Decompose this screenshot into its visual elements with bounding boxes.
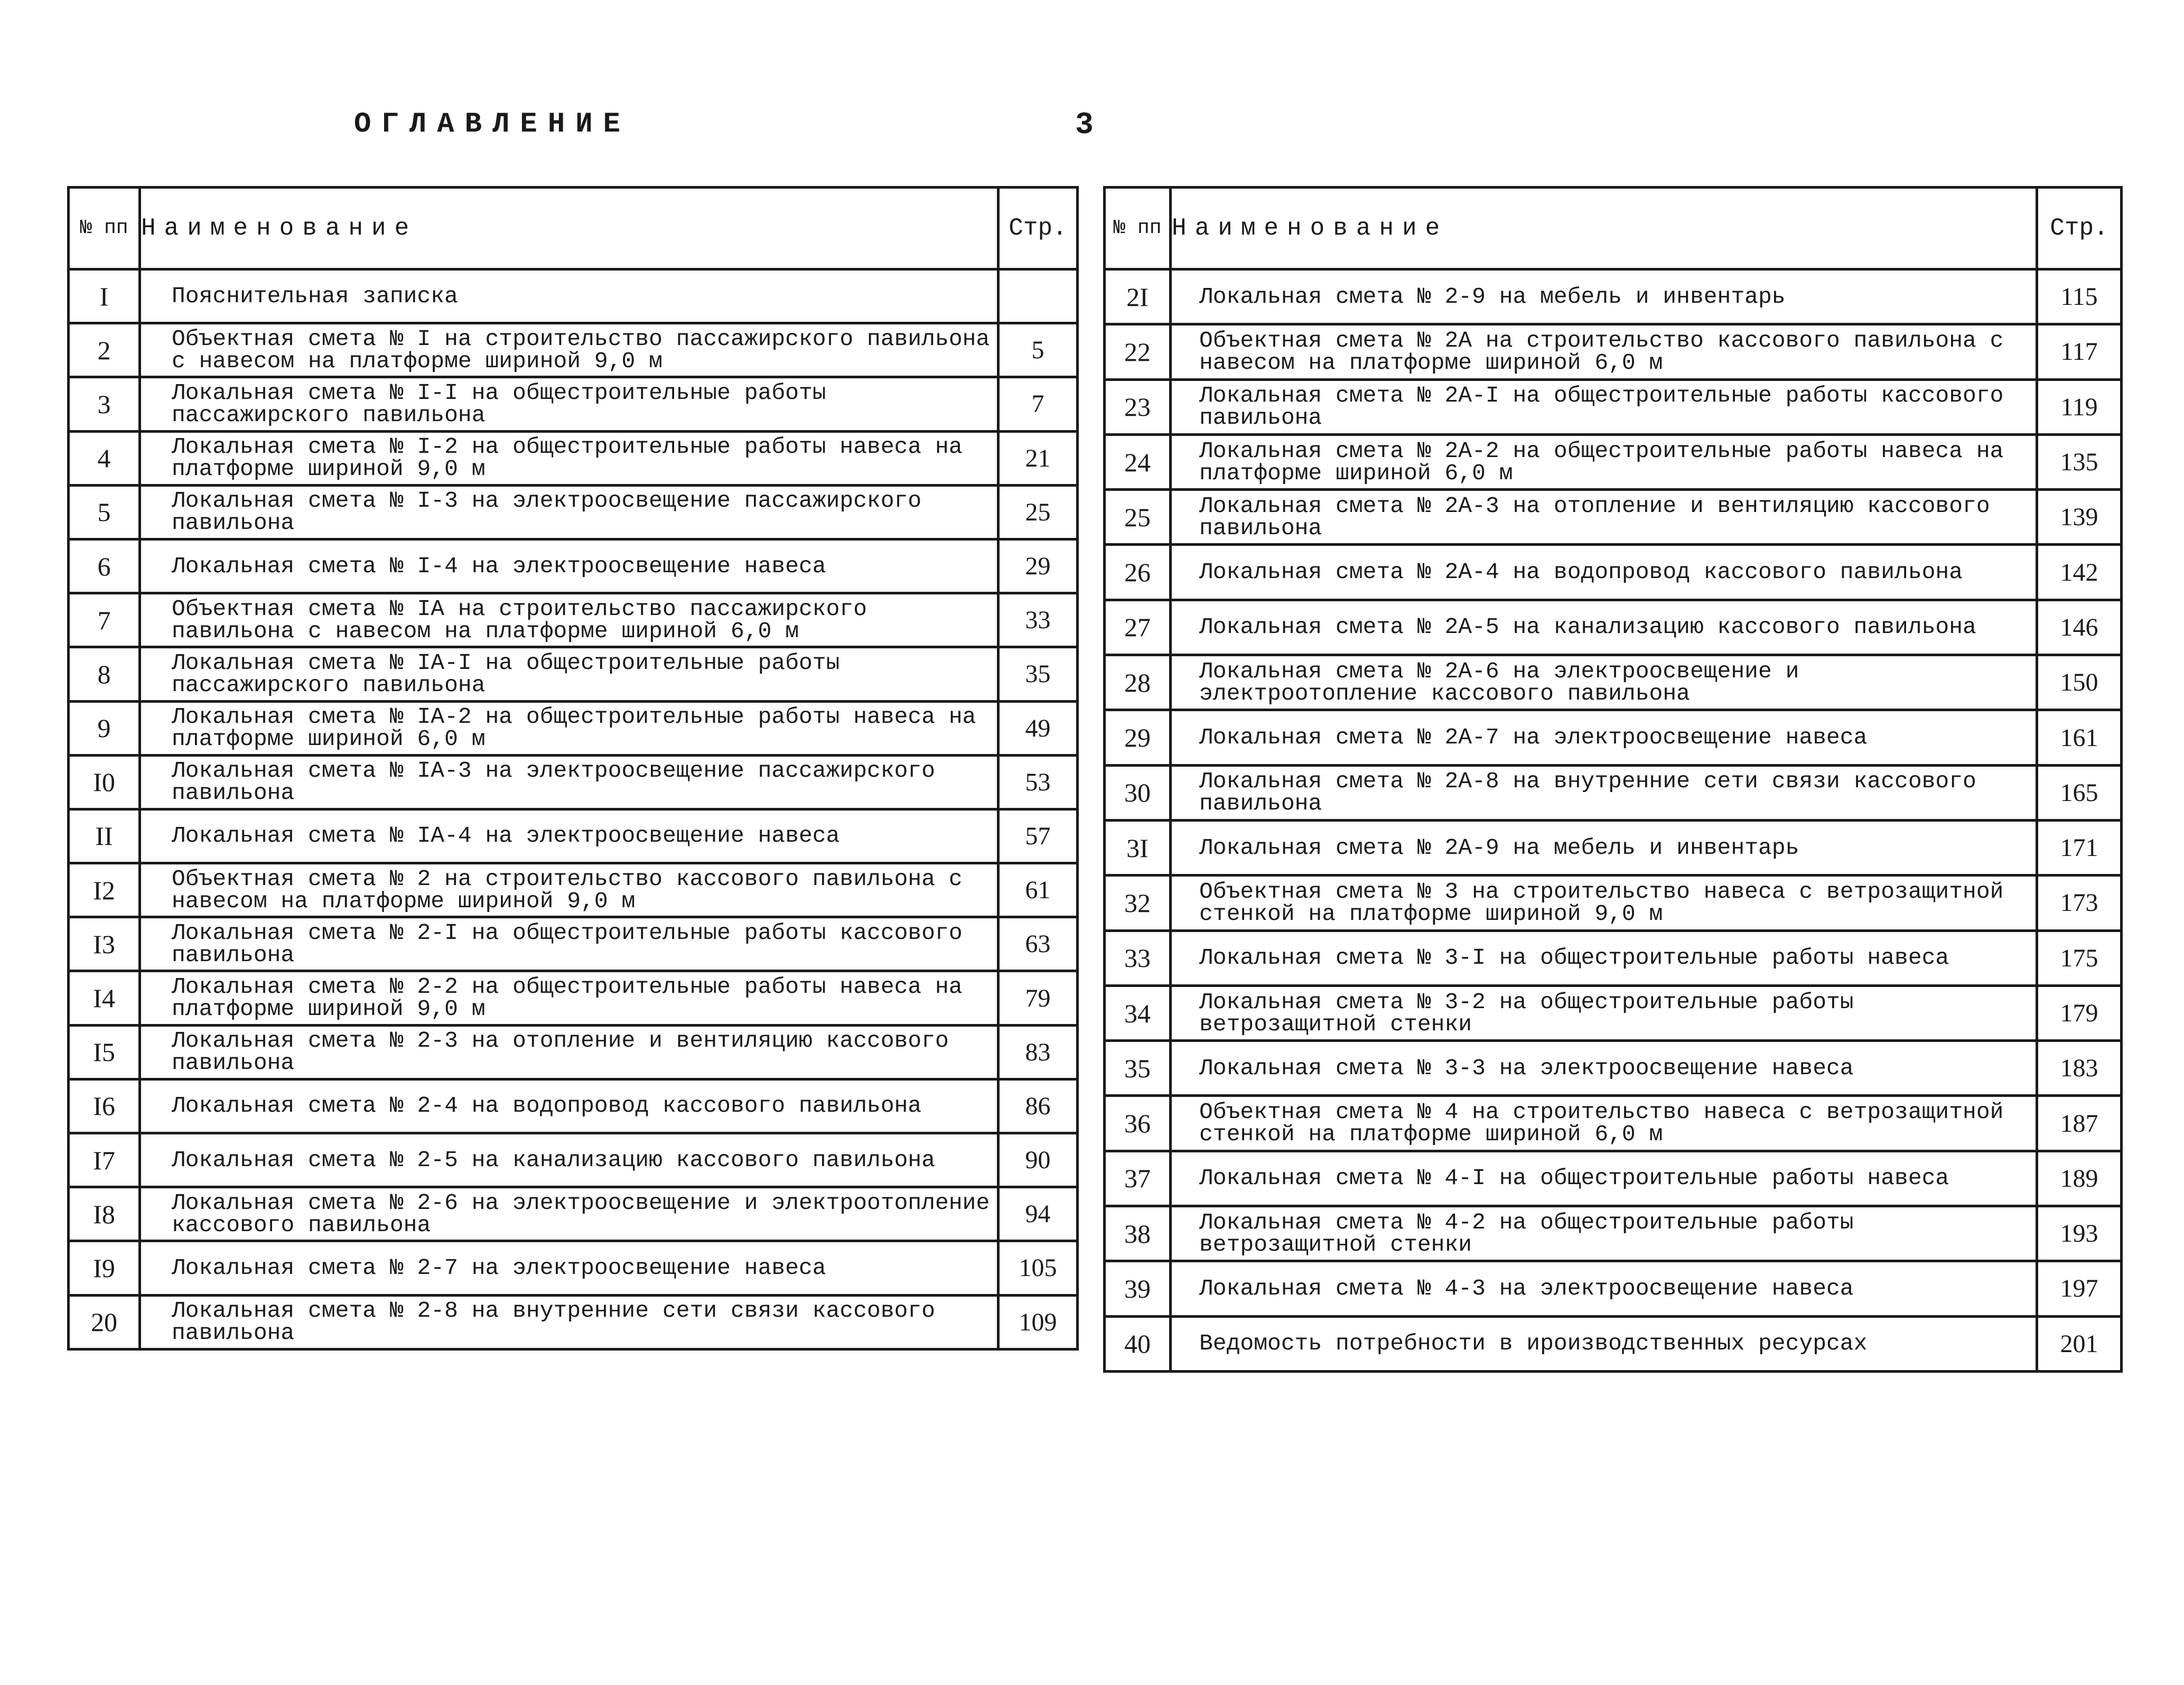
row-title: Локальная смета № 2-2 на общестроительные работы навеса на платформе шириной 9,0 м <box>140 971 998 1025</box>
row-number: 22 <box>1105 324 1171 379</box>
row-number: 37 <box>1105 1151 1171 1206</box>
row-page: 35 <box>998 647 1078 701</box>
row-title: Объектная смета № 4 на строительство навеса с ветрозащитной стенкой на платформе шириной 6,0 м <box>1171 1096 2037 1151</box>
row-number: 29 <box>1105 710 1171 765</box>
row-title: Объектная смета № I на строительство пассажирского павильона с навесом на платформе шириной 9,0 м <box>140 323 998 377</box>
table-row <box>69 755 1078 809</box>
row-title: Локальная смета № 3-2 на общестроительные работы ветрозащитной стенки <box>1171 985 2037 1040</box>
row-number: 23 <box>1105 379 1171 434</box>
table-row <box>1105 545 2122 600</box>
row-number: 26 <box>1105 545 1171 600</box>
row-number: I7 <box>69 1133 140 1187</box>
row-number: I9 <box>69 1241 140 1295</box>
row-number: 27 <box>1105 600 1171 655</box>
row-title: Локальная смета № IA-3 на электроосвещение пассажирского павильона <box>140 755 998 809</box>
row-page: 109 <box>998 1295 1078 1349</box>
row-number: 3I <box>1105 820 1171 875</box>
row-page: 115 <box>2037 269 2122 324</box>
row-title: Локальная смета № I-4 на электроосвещение навеса <box>140 539 998 593</box>
row-page: 179 <box>2037 985 2122 1040</box>
table-row <box>1105 1261 2122 1316</box>
row-page: 173 <box>2037 876 2122 930</box>
table-header-row <box>69 188 1078 269</box>
header-name: Наименование <box>1171 188 2037 269</box>
row-page: 187 <box>2037 1096 2122 1151</box>
row-page: 139 <box>2037 490 2122 545</box>
row-number: 20 <box>69 1295 140 1349</box>
header-num: № пп <box>69 188 140 269</box>
row-page: 53 <box>998 755 1078 809</box>
row-number: 2 <box>69 323 140 377</box>
row-page <box>998 269 1078 323</box>
row-page: 57 <box>998 809 1078 863</box>
row-page: 171 <box>2037 820 2122 875</box>
row-page: 63 <box>998 917 1078 971</box>
header-page: Стр. <box>998 188 1078 269</box>
table-row <box>69 1079 1078 1133</box>
row-page: 105 <box>998 1241 1078 1295</box>
row-number: 5 <box>69 485 140 539</box>
table-row <box>69 593 1078 647</box>
row-number: 9 <box>69 701 140 755</box>
table-row <box>69 323 1078 377</box>
row-number: I2 <box>69 863 140 917</box>
row-number: I6 <box>69 1079 140 1133</box>
row-page: 61 <box>998 863 1078 917</box>
row-title: Локальная смета № I-I на общестроительные работы пассажирского павильона <box>140 377 998 431</box>
row-title: Локальная смета № 2А-9 на мебель и инвентарь <box>1171 820 2037 875</box>
row-number: 40 <box>1105 1316 1171 1371</box>
row-number: I4 <box>69 971 140 1025</box>
row-title: Локальная смета № 2А-3 на отопление и вентиляцию кассового павильона <box>1171 490 2037 545</box>
row-title: Локальная смета № 2А-4 на водопровод кассового павильона <box>1171 545 2037 600</box>
row-number: 25 <box>1105 490 1171 545</box>
row-title: Ведомость потребности в ироизводственных ресурсах <box>1171 1316 2037 1371</box>
row-title: Локальная смета № 2-4 на водопровод кассового павильона <box>140 1079 998 1133</box>
document-title: ОГЛАВЛЕНИЕ <box>354 108 631 141</box>
row-number: 35 <box>1105 1041 1171 1096</box>
row-page: 83 <box>998 1025 1078 1079</box>
row-title: Локальная смета № 2-9 на мебель и инвентарь <box>1171 269 2037 324</box>
row-page: 117 <box>2037 324 2122 379</box>
table-row <box>69 1187 1078 1241</box>
row-number: II <box>69 809 140 863</box>
row-title: Локальная смета № 2А-2 на общестроительные работы навеса на платформе шириной 6,0 м <box>1171 434 2037 489</box>
row-title: Локальная смета № I-2 на общестроительные работы навеса на платформе шириной 9,0 м <box>140 431 998 485</box>
toc-table-right <box>1103 186 2123 1373</box>
row-page: 33 <box>998 593 1078 647</box>
row-title: Локальная смета № 2-8 на внутренние сети связи кассового павильона <box>140 1295 998 1349</box>
row-title: Локальная смета № 4-3 на электроосвещение навеса <box>1171 1261 2037 1316</box>
row-title: Локальная смета № I-3 на электроосвещение пассажирского павильона <box>140 485 998 539</box>
table-row <box>69 1025 1078 1079</box>
row-number: 7 <box>69 593 140 647</box>
row-page: 175 <box>2037 930 2122 985</box>
row-page: 119 <box>2037 379 2122 434</box>
row-title: Локальная смета № 2-I на общестроительные работы кассового павильона <box>140 917 998 971</box>
table-row <box>69 647 1078 701</box>
table-row <box>1105 820 2122 875</box>
row-title: Локальная смета № IA-I на общестроительные работы пассажирского павильона <box>140 647 998 701</box>
table-row <box>1105 600 2122 655</box>
table-row <box>1105 324 2122 379</box>
toc-rows-left <box>69 269 1078 1349</box>
row-number: I5 <box>69 1025 140 1079</box>
row-page: 201 <box>2037 1316 2122 1371</box>
table-row <box>1105 1151 2122 1206</box>
row-title: Локальная смета № 2А-5 на канализацию кассового павильона <box>1171 600 2037 655</box>
table-row <box>1105 655 2122 710</box>
row-number: 28 <box>1105 655 1171 710</box>
row-title: Объектная смета № 3 на строительство навеса с ветрозащитной стенкой на платформе шириной 9,0 м <box>1171 876 2037 930</box>
header-num: № пп <box>1105 188 1171 269</box>
table-row <box>69 863 1078 917</box>
row-page: 146 <box>2037 600 2122 655</box>
row-title: Локальная смета № 4-2 на общестроительные работы ветрозащитной стенки <box>1171 1206 2037 1261</box>
row-title: Локальная смета № 3-3 на электроосвещение навеса <box>1171 1041 2037 1096</box>
row-page: 193 <box>2037 1206 2122 1261</box>
header-page: Стр. <box>2037 188 2122 269</box>
row-page: 142 <box>2037 545 2122 600</box>
row-page: 7 <box>998 377 1078 431</box>
table-row <box>69 917 1078 971</box>
toc-table-left <box>67 186 1079 1351</box>
row-number: I0 <box>69 755 140 809</box>
row-title: Пояснительная записка <box>140 269 998 323</box>
row-page: 189 <box>2037 1151 2122 1206</box>
row-page: 161 <box>2037 710 2122 765</box>
row-title: Локальная смета № IA-2 на общестроительные работы навеса на платформе шириной 6,0 м <box>140 701 998 755</box>
row-title: Локальная смета № 2А-6 на электроосвещение и электроотопление кассового павильона <box>1171 655 2037 710</box>
table-row <box>69 269 1078 323</box>
table-row <box>69 971 1078 1025</box>
row-title: Локальная смета № 2А-8 на внутренние сети связи кассового павильона <box>1171 765 2037 820</box>
table-row <box>69 539 1078 593</box>
row-number: 2I <box>1105 269 1171 324</box>
row-title: Локальная смета № 2-3 на отопление и вентиляцию кассового павильона <box>140 1025 998 1079</box>
row-page: 165 <box>2037 765 2122 820</box>
row-page: 197 <box>2037 1261 2122 1316</box>
row-number: I8 <box>69 1187 140 1241</box>
row-number: 24 <box>1105 434 1171 489</box>
row-number: 38 <box>1105 1206 1171 1261</box>
row-number: 6 <box>69 539 140 593</box>
toc-rows-right <box>1105 269 2122 1372</box>
table-row <box>1105 765 2122 820</box>
row-page: 94 <box>998 1187 1078 1241</box>
table-row <box>1105 1041 2122 1096</box>
row-page: 5 <box>998 323 1078 377</box>
row-number: 4 <box>69 431 140 485</box>
table-row <box>69 431 1078 485</box>
row-number: I3 <box>69 917 140 971</box>
table-header-row <box>1105 188 2122 269</box>
row-number: 34 <box>1105 985 1171 1040</box>
row-number: 8 <box>69 647 140 701</box>
row-title: Локальная смета № 2А-I на общестроительные работы кассового павильона <box>1171 379 2037 434</box>
row-number: 3 <box>69 377 140 431</box>
row-title: Локальная смета № 2-5 на канализацию кассового павильона <box>140 1133 998 1187</box>
row-title: Объектная смета № 2А на строительство кассового павильона с навесом на платформе шириной 6,0 м <box>1171 324 2037 379</box>
row-page: 49 <box>998 701 1078 755</box>
row-number: 33 <box>1105 930 1171 985</box>
row-title: Локальная смета № IA-4 на электроосвещение навеса <box>140 809 998 863</box>
row-title: Объектная смета № IA на строительство пассажирского павильона с навесом на платформе шириной 6,0 м <box>140 593 998 647</box>
row-title: Локальная смета № 2А-7 на электроосвещение навеса <box>1171 710 2037 765</box>
row-page: 25 <box>998 485 1078 539</box>
table-row <box>69 1241 1078 1295</box>
row-number: 39 <box>1105 1261 1171 1316</box>
row-page: 183 <box>2037 1041 2122 1096</box>
table-row <box>1105 1206 2122 1261</box>
table-row <box>69 377 1078 431</box>
row-title: Локальная смета № 3-I на общестроительные работы навеса <box>1171 930 2037 985</box>
row-number: 32 <box>1105 876 1171 930</box>
row-page: 150 <box>2037 655 2122 710</box>
table-row <box>69 809 1078 863</box>
table-row <box>1105 710 2122 765</box>
table-row <box>1105 434 2122 489</box>
header-name: Наименование <box>140 188 998 269</box>
row-page: 21 <box>998 431 1078 485</box>
table-row <box>1105 269 2122 324</box>
table-row <box>1105 985 2122 1040</box>
table-row <box>69 701 1078 755</box>
table-row <box>1105 1316 2122 1371</box>
row-title: Локальная смета № 2-6 на электроосвещение и электроотопление кассового павильона <box>140 1187 998 1241</box>
table-row <box>69 1133 1078 1187</box>
row-title: Локальная смета № 2-7 на электроосвещение навеса <box>140 1241 998 1295</box>
row-title: Объектная смета № 2 на строительство кассового павильона с навесом на платформе шириной 9,0 м <box>140 863 998 917</box>
table-row <box>1105 490 2122 545</box>
page-number: 3 <box>1075 108 1094 143</box>
table-row <box>1105 1096 2122 1151</box>
row-number: I <box>69 269 140 323</box>
row-number: 30 <box>1105 765 1171 820</box>
table-row <box>1105 930 2122 985</box>
table-row <box>69 485 1078 539</box>
row-page: 79 <box>998 971 1078 1025</box>
table-row <box>69 1295 1078 1349</box>
table-row <box>1105 876 2122 930</box>
row-page: 29 <box>998 539 1078 593</box>
row-title: Локальная смета № 4-I на общестроительные работы навеса <box>1171 1151 2037 1206</box>
row-number: 36 <box>1105 1096 1171 1151</box>
row-page: 86 <box>998 1079 1078 1133</box>
table-row <box>1105 379 2122 434</box>
row-page: 135 <box>2037 434 2122 489</box>
row-page: 90 <box>998 1133 1078 1187</box>
